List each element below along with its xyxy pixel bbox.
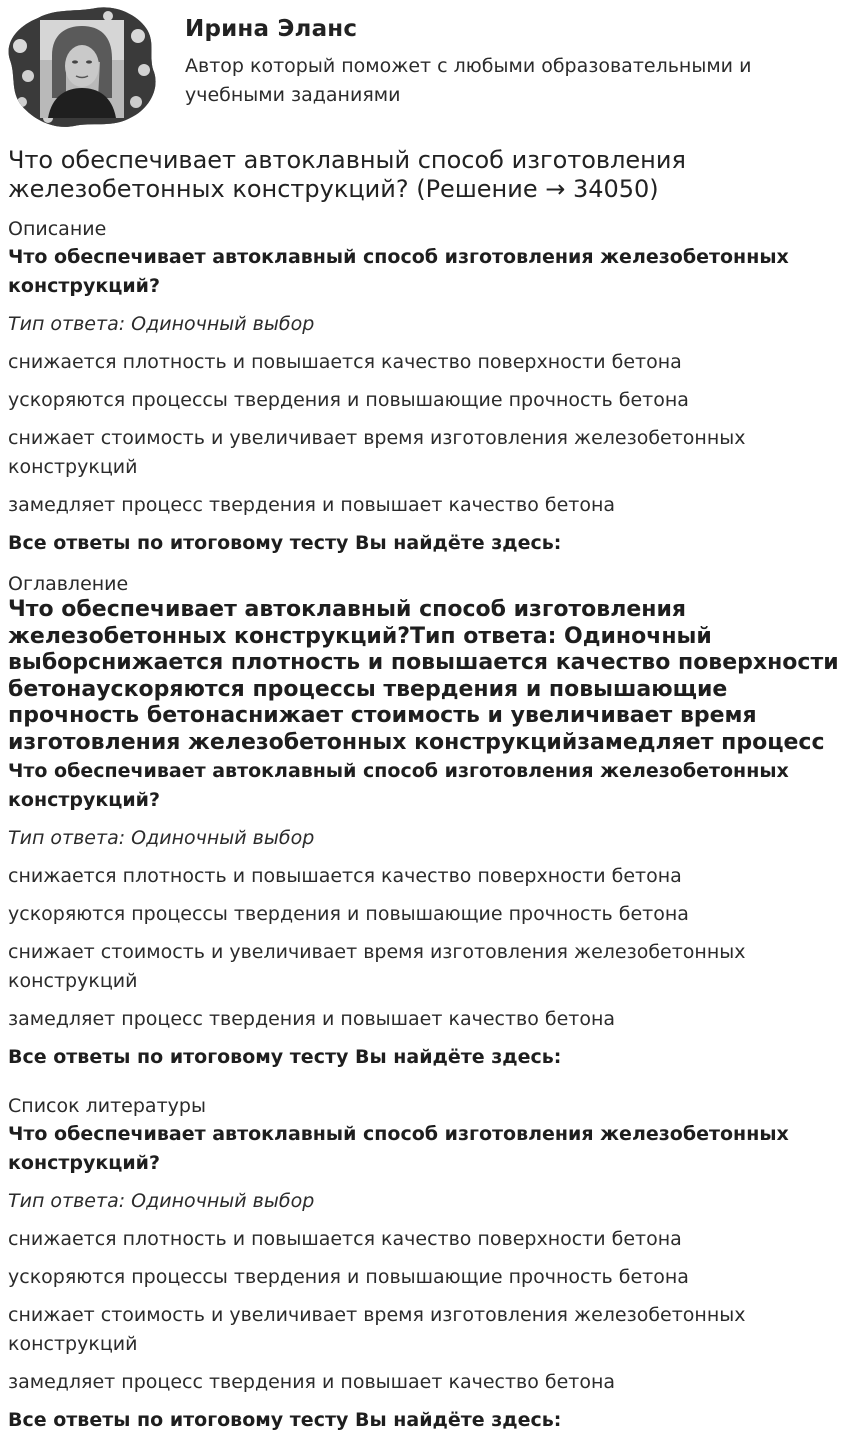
- literature-option-3: снижает стоимость и увеличивает время изготовления железобетонных конструкций: [8, 1304, 746, 1355]
- literature-label: Список литературы: [8, 1095, 206, 1117]
- literature-option-2: ускоряются процессы твердения и повышающие прочность бетона: [8, 1266, 689, 1288]
- toc-question: Что обеспечивает автоклавный способ изготовления железобетонных конструкций?: [8, 760, 789, 811]
- author-avatar[interactable]: [8, 6, 156, 128]
- literature-option-4: замедляет процесс твердения и повышает качество бетона: [8, 1371, 616, 1393]
- toc-option-3: снижает стоимость и увеличивает время изготовления железобетонных конструкций: [8, 941, 746, 992]
- literature-question: Что обеспечивает автоклавный способ изготовления железобетонных конструкций?: [8, 1123, 789, 1174]
- toc-option-4: замедляет процесс твердения и повышает качество бетона: [8, 1008, 616, 1030]
- page-title: Что обеспечивает автоклавный способ изготовления железобетонных конструкций? (Решение → 34050): [8, 146, 686, 203]
- description-option-3: снижает стоимость и увеличивает время изготовления железобетонных конструкций: [8, 427, 746, 478]
- description-answer-type: Тип ответа: Одиночный выбор: [8, 313, 315, 335]
- description-option-1: снижается плотность и повышается качество поверхности бетона: [8, 351, 682, 373]
- literature-answer-type: Тип ответа: Одиночный выбор: [8, 1190, 315, 1212]
- toc-all-answers: Все ответы по итоговому тесту Вы найдёте здесь:: [8, 1046, 562, 1068]
- toc-heading: Что обеспечивает автоклавный способ изготовления железобетонных конструкций?Тип ответа: Одиночный выборснижается плотность и повышается качество поверхности бетонаускоряются процессы твердения и повышающие прочность бетонаснижает стоимость и увеличивает время изготовления железобетонных конструкцийзамедляет процесс: [8, 597, 839, 755]
- description-option-2: ускоряются процессы твердения и повышающие прочность бетона: [8, 389, 689, 411]
- description-question: Что обеспечивает автоклавный способ изготовления железобетонных конструкций?: [8, 246, 789, 297]
- literature-all-answers: Все ответы по итоговому тесту Вы найдёте здесь:: [8, 1409, 562, 1431]
- author-name[interactable]: Ирина Эланс: [185, 16, 358, 42]
- author-card: [8, 6, 838, 128]
- description-section: [8, 216, 838, 558]
- literature-section: [8, 1093, 838, 1435]
- description-label: Описание: [8, 218, 107, 240]
- description-option-4: замедляет процесс твердения и повышает качество бетона: [8, 494, 616, 516]
- author-bio: Автор который поможет с любыми образовательными и учебными заданиями: [185, 55, 752, 106]
- toc-section: [8, 571, 838, 1072]
- description-all-answers: Все ответы по итоговому тесту Вы найдёте здесь:: [8, 532, 562, 554]
- toc-option-1: снижается плотность и повышается качество поверхности бетона: [8, 865, 682, 887]
- toc-label: Оглавление: [8, 573, 129, 595]
- toc-answer-type: Тип ответа: Одиночный выбор: [8, 827, 315, 849]
- toc-option-2: ускоряются процессы твердения и повышающие прочность бетона: [8, 903, 689, 925]
- literature-option-1: снижается плотность и повышается качество поверхности бетона: [8, 1228, 682, 1250]
